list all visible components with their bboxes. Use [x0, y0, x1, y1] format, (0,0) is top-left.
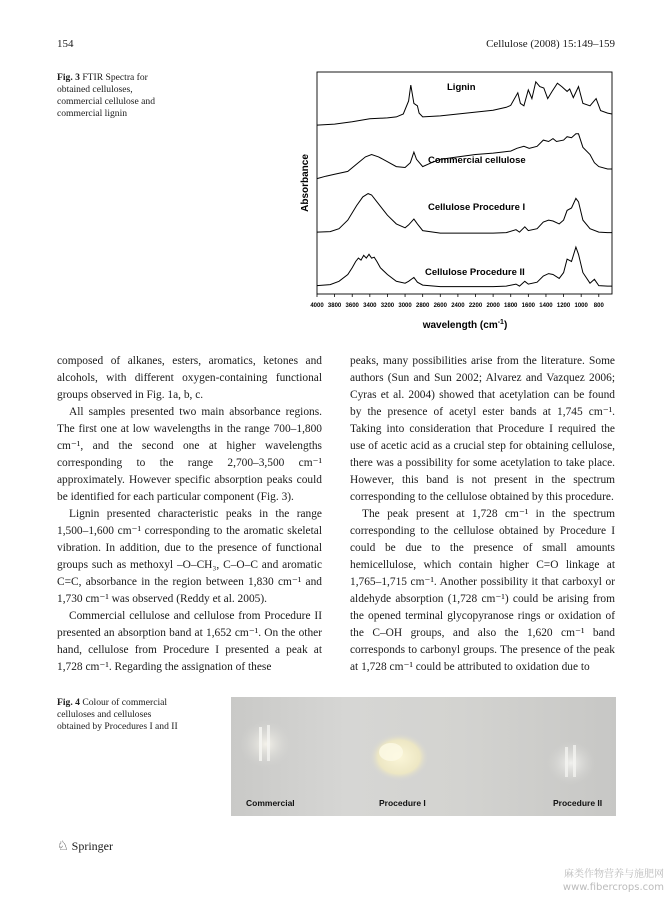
x-tick-label: 2800 — [415, 303, 430, 309]
x-tick-label: 4000 — [310, 303, 324, 309]
watermark — [563, 868, 664, 894]
x-axis-label-close: ) — [503, 320, 508, 331]
x-axis-label-sup: -1 — [497, 319, 504, 326]
body-left-column — [57, 353, 322, 676]
left-paragraph-2: All samples presented two main absorbance regions. The first one at low wavelengths in the range 700–1,800 cm⁻¹, and the second one at higher wavelengths corresponding to the range 2,700–3,500 cm⁻¹ approximately. However specific absorption peaks could be identified for each particular component (Fig. 3). — [57, 406, 322, 503]
commercial-sample — [240, 720, 292, 768]
x-tick-label: 1800 — [504, 303, 518, 309]
fig4-caption-text: Colour of commercial celluloses and celluloses obtained by Procedures I and II — [57, 697, 178, 732]
x-tick-label: 3200 — [380, 303, 395, 309]
x-tick-layer — [310, 294, 604, 309]
right-paragraph-2: The peak present at 1,728 cm⁻¹ in the spectrum corresponding to the cellulose obtained by Procedure I could be due to the presence of small amounts hemicellulose, which contain higher C=O linkage at 1,765–1,715 cm⁻¹. Another possibility it that carboxyl or aldehyde absorption (1,728 cm⁻¹) could be arising from the opened terminal glycopyranose rings or oxidation of the C–OH groups, and also the 1,620 cm⁻¹ band corresponds to carbonyl groups. The presence of the peak at 1,728 cm⁻¹ could be attributed to oxidation due to — [350, 508, 615, 673]
x-tick-label: 2400 — [451, 303, 465, 309]
x-tick-label: 2200 — [468, 303, 483, 309]
procedure-2-streak — [565, 747, 568, 777]
left-paragraph-1: composed of alkanes, esters, aromatics, ketones and alcohols, with different oxygen-containing functional groups observed in Fig. 1a, b, c. — [57, 355, 322, 401]
body-right-column — [350, 353, 615, 676]
publisher-name: Springer — [71, 839, 113, 853]
x-tick-label: 3000 — [398, 303, 412, 309]
y-axis-label: Absorbance — [300, 154, 311, 212]
x-tick-label: 800 — [593, 303, 604, 309]
left-paragraph-4: Commercial cellulose and cellulose from Procedure II presented an absorption band at 1,652 cm⁻¹. On the other hand, cellulose from Procedure I presented a peak at 1,728 cm⁻¹. Regarding the assignation of these — [57, 610, 322, 673]
x-tick-label: 3400 — [363, 303, 377, 309]
x-tick-label: 3800 — [327, 303, 342, 309]
watermark-line-2: www.fibercrops.com — [562, 882, 664, 893]
fig3-caption — [57, 72, 177, 120]
x-tick-label: 2000 — [486, 303, 500, 309]
procedure-2-sample — [547, 741, 595, 785]
series-line-2 — [317, 194, 612, 234]
fig3-label: Fig. 3 — [57, 72, 80, 83]
fig4-label-procedure-2: Procedure II — [553, 798, 603, 808]
fig3-caption-text: FTIR Spectra for obtained celluloses, commercial cellulose and commercial lignin — [57, 72, 156, 119]
series-layer — [317, 82, 612, 287]
x-tick-label: 1600 — [521, 303, 536, 309]
commercial-streak — [259, 727, 262, 761]
series-label-1: Commercial cellulose — [428, 155, 526, 166]
procedure-2-streak — [573, 745, 576, 777]
left-paragraph-3: Lignin presented characteristic peaks in the range 1,500–1,600 cm⁻¹ corresponding to the aromatic skeletal vibration. In addition, due to the presence of functional groups such as methoxyl –O–CH₃, C–O–C and aromatic C=C, absorbance in the region between 1,830 cm⁻¹ and 1,730 cm⁻¹ was observed (Reddy et al. 2005). — [57, 508, 322, 605]
page-number: 154 — [57, 38, 74, 50]
x-axis-label — [422, 319, 508, 331]
x-tick-label: 3600 — [345, 303, 359, 309]
fig4-caption — [57, 697, 182, 733]
journal-header: Cellulose (2008) 15:149–159 — [486, 38, 615, 50]
series-label-3: Cellulose Procedure II — [425, 267, 525, 278]
series-label-2: Cellulose Procedure I — [428, 202, 526, 213]
fig4-label-procedure-1: Procedure I — [379, 798, 426, 808]
right-paragraph-1: peaks, many possibilities arise from the literature. Some authors (Sun and Sun 2002; Alvarez and Vazquez 2006; Cyras et al. 2004) showed that acetylation can be found by the presence of acetyl ester bands at 1,745 cm⁻¹. Taking into consideration that Procedure I required the use of acetic acid as a crucial step for obtaining cellulose, there was a possibility for some acetylation to take place. However, this band is not present in the spectrum corresponding to the cellulose obtained by this procedure. — [350, 355, 615, 503]
plot-frame — [317, 72, 612, 294]
x-tick-label: 1400 — [539, 303, 553, 309]
watermark-line-1: 麻类作物营养与施肥网 — [564, 869, 664, 880]
springer-logo — [57, 838, 113, 854]
springer-horse-icon: ♘ — [57, 838, 69, 853]
fig4-label: Fig. 4 — [57, 697, 80, 708]
x-tick-label: 2600 — [433, 303, 447, 309]
series-label-0: Lignin — [447, 82, 476, 93]
commercial-streak — [267, 725, 270, 761]
x-tick-label: 1000 — [574, 303, 588, 309]
x-axis-label-text: wavelength (cm — [422, 320, 498, 331]
ftir-chart — [295, 62, 625, 337]
x-tick-label: 1200 — [556, 303, 571, 309]
fig4-label-commercial: Commercial — [246, 798, 295, 808]
fig4-photo — [231, 697, 616, 816]
procedure-1-highlight — [379, 743, 403, 761]
